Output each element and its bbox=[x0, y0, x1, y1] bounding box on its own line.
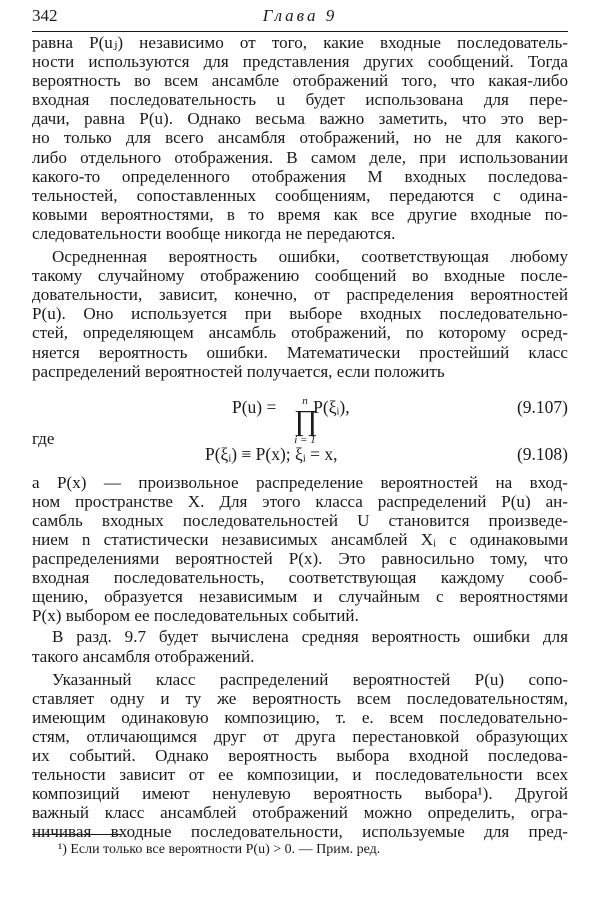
product-upper-limit: n bbox=[302, 394, 308, 407]
text-line: либо отдельного отображения. В самом деле, при использовании bbox=[32, 147, 568, 167]
header-rule bbox=[32, 31, 568, 32]
text-line: вероятность во всем ансамбле отображений того, что какая-либо bbox=[32, 71, 568, 91]
text-line: композиций имеют ненулевую вероятность выбора¹). Другой bbox=[32, 784, 568, 804]
text-line: Осредненная вероятность ошибки, соответствующая любому bbox=[52, 247, 568, 267]
paragraph-2 bbox=[32, 247, 568, 381]
page-body bbox=[32, 33, 568, 841]
equation-number: (9.107) bbox=[516, 396, 568, 417]
text-line: равна P(uⱼ) независимо от того, какие входные последователь- bbox=[32, 33, 568, 52]
text-line: стям, отличающимся друг от друга перестановкой образующих bbox=[32, 726, 568, 746]
text-line: следовательности вообще никогда не передаются. bbox=[32, 223, 396, 243]
text-line: дачи, равна P(u). Однако весьма важно заметить, что это вер- bbox=[32, 109, 568, 129]
paragraph-5 bbox=[32, 670, 568, 842]
text-line: их событий. Однако вероятность выбора входной последова- bbox=[32, 746, 568, 765]
text-line: В разд. 9.7 будет вычислена средняя вероятность ошибки для bbox=[52, 627, 568, 647]
text-line: няется вероятность ошибки. Математически простейший класс bbox=[32, 342, 568, 362]
text-line: но только для всего ансамбля отображений, но не для какого- bbox=[32, 128, 568, 148]
equation-formula: P(ξᵢ) ≡ P(x); ξᵢ = x, bbox=[205, 443, 338, 464]
text-line: распределений вероятностей получается, если положить bbox=[32, 361, 445, 381]
text-line: Указанный класс распределений вероятностей P(u) сопо- bbox=[52, 669, 568, 689]
paragraph-3 bbox=[32, 473, 568, 626]
text-line: ковыми вероятностями, в то время как все другие входные по- bbox=[32, 204, 568, 224]
text-line: важный класс ансамблей отображений можно определить, огра- bbox=[32, 803, 568, 823]
paragraph-1 bbox=[32, 33, 568, 243]
text-line: входная последовательность u будет использована для пере- bbox=[32, 90, 568, 110]
text-line: такого ансамбля отображений. bbox=[32, 646, 255, 666]
text-line: имеющим одинаковую композицию, т. е. всем последовательно- bbox=[32, 707, 568, 727]
text-line: распределениями вероятностей P(x). Это равносильно тому, что bbox=[32, 549, 568, 569]
text-line: стей, определяющем ансамбль отображений, по которому осред- bbox=[32, 323, 568, 343]
equation-left: P(u) = bbox=[232, 396, 277, 417]
equation-formula bbox=[232, 394, 350, 446]
text-line: ставляет одну и ту же вероятность всем последовательностям, bbox=[32, 688, 568, 708]
text-line: довательности, зависит, конечно, от распределения вероятностей bbox=[32, 285, 568, 305]
equation-number: (9.108) bbox=[516, 443, 568, 464]
footnote: ¹) Если только все вероятности P(u) > 0. — Прим. ред. bbox=[58, 842, 381, 857]
text-line: щению, образуется независимым и случайным с вероятностями bbox=[32, 587, 568, 607]
equation-right: P(ξᵢ), bbox=[313, 396, 350, 417]
text-line: а P(x) — произвольное распределение вероятностей на вход- bbox=[32, 472, 568, 492]
text-line: входная последовательность, соответствующая каждому сооб- bbox=[32, 568, 568, 588]
text-line: ном пространстве X. Для этого класса распределений P(u) ан- bbox=[32, 491, 568, 511]
where-word: где bbox=[32, 428, 55, 448]
text-line: ничивая входные последовательности, используемые для пред- bbox=[32, 822, 568, 842]
paragraph-4 bbox=[32, 627, 568, 665]
running-header bbox=[32, 6, 568, 28]
text-line: нием n статистически независимых ансамблей Xᵢ с одинаковыми bbox=[32, 529, 568, 549]
text-line: какого-то определенного отображения M входных последова- bbox=[32, 166, 568, 186]
text-line: такому случайному отображению сообщений во входные после- bbox=[32, 266, 568, 286]
text-line: тельности зависит от ее композиции, и последовательности всех bbox=[32, 765, 568, 785]
product-lower-limit: i = 1 bbox=[294, 433, 316, 446]
text-line: P(x) выбором ее последовательных событий. bbox=[32, 606, 359, 626]
text-line: тельностей, сопоставленных сообщениям, передаются с одина- bbox=[32, 185, 568, 205]
text-line: самбль входных последовательностей U становится произведе- bbox=[32, 510, 568, 530]
equation-9-108 bbox=[32, 428, 568, 473]
page-number: 342 bbox=[32, 6, 58, 25]
footnote-rule bbox=[32, 834, 122, 835]
chapter-title: Глава 9 bbox=[262, 6, 338, 25]
text-line: ности используются для представления других сообщений. Тогда bbox=[32, 52, 568, 72]
product-symbol: ∏ bbox=[294, 404, 318, 437]
text-line: P(u). Оно используется при выборе входных последовательно- bbox=[32, 304, 568, 324]
